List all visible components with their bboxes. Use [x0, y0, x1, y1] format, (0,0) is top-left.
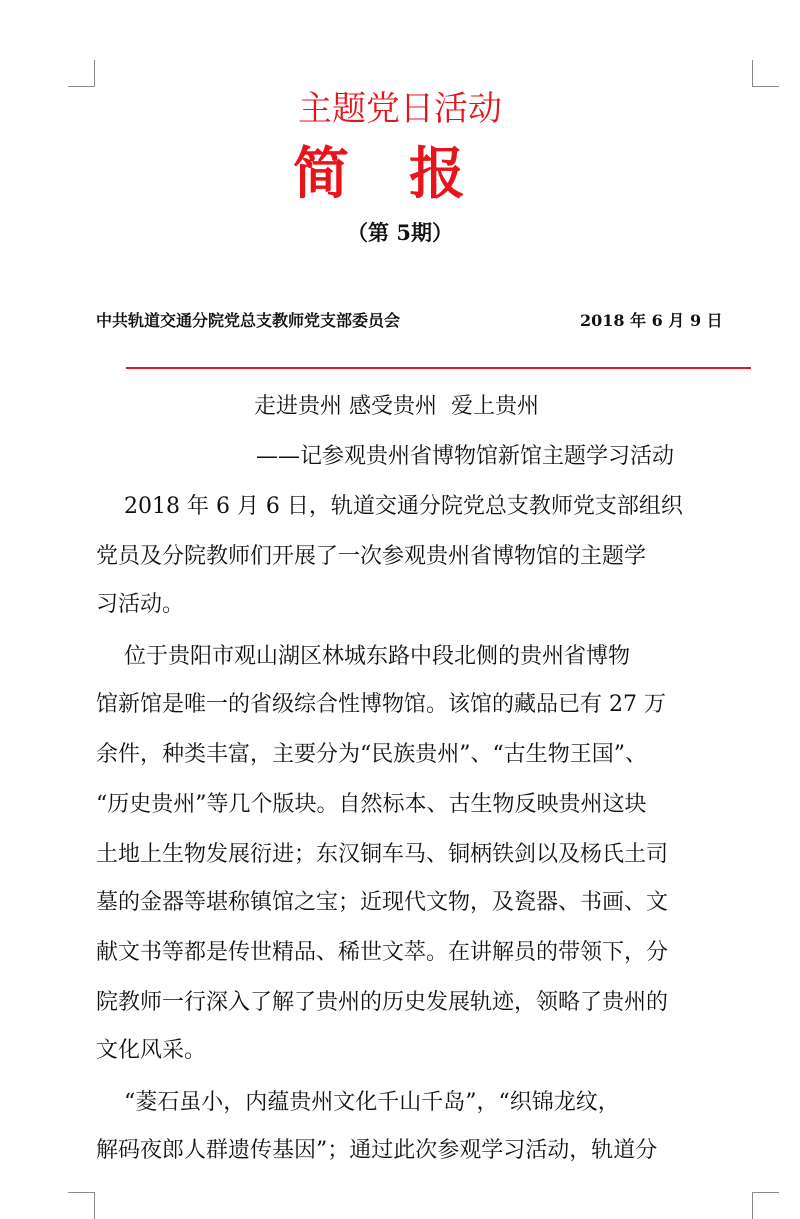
bulletin-title: 简报: [293, 142, 525, 207]
crop-mark-top-left: [68, 60, 95, 87]
body-line: 文化风采。: [96, 1038, 207, 1063]
issuing-organization: 中共轨道交通分院党总支教师党支部委员会: [96, 311, 401, 330]
body-line: 土地上生物发展衍进；东汉铜车马、铜柄铁剑以及杨氏土司: [96, 842, 669, 867]
body-line: 党员及分院教师们开展了一次参观贵州省博物馆的主题学: [96, 544, 647, 569]
body-line: 献文书等都是传世精品、稀世文萃。在讲解员的带领下，分: [96, 940, 669, 965]
body-line: 位于贵阳市观山湖区林城东路中段北侧的贵州省博物: [96, 644, 630, 669]
body-line: 馆新馆是唯一的省级综合性博物馆。该馆的藏品已有 27 万: [96, 692, 666, 717]
body-line: 余件，种类丰富，主要分为“民族贵州”、“古生物王国”、: [96, 742, 647, 767]
red-divider-line: [126, 367, 751, 369]
body-line: 2018 年 6 月 6 日，轨道交通分院党总支教师党支部组织: [96, 494, 683, 519]
issue-number: （第 5期）: [347, 220, 453, 245]
article-subheading: ——记参观贵州省博物馆新馆主题学习活动: [256, 444, 675, 469]
body-line: 习活动。: [96, 592, 185, 617]
crop-mark-bottom-right: [752, 1192, 779, 1219]
issue-date: 2018 年 6 月 9 日: [580, 311, 723, 330]
body-line: “菱石虽小，内蕴贵州文化千山千岛”，“织锦龙纹，: [96, 1090, 620, 1115]
bulletin-subtitle: 主题党日活动: [298, 89, 502, 129]
body-line: 墓的金器等堪称镇馆之宝；近现代文物，及瓷器、书画、文: [96, 890, 669, 915]
body-line: “历史贵州”等几个版块。自然标本、古生物反映贵州这块: [96, 792, 647, 817]
body-line: 院教师一行深入了解了贵州的历史发展轨迹，领略了贵州的: [96, 990, 669, 1015]
body-line: 解码夜郎人群遗传基因”；通过此次参观学习活动，轨道分: [96, 1138, 658, 1163]
crop-mark-bottom-left: [68, 1192, 95, 1219]
article-heading: 走进贵州 感受贵州 爱上贵州: [254, 394, 539, 419]
crop-mark-top-right: [752, 60, 779, 87]
